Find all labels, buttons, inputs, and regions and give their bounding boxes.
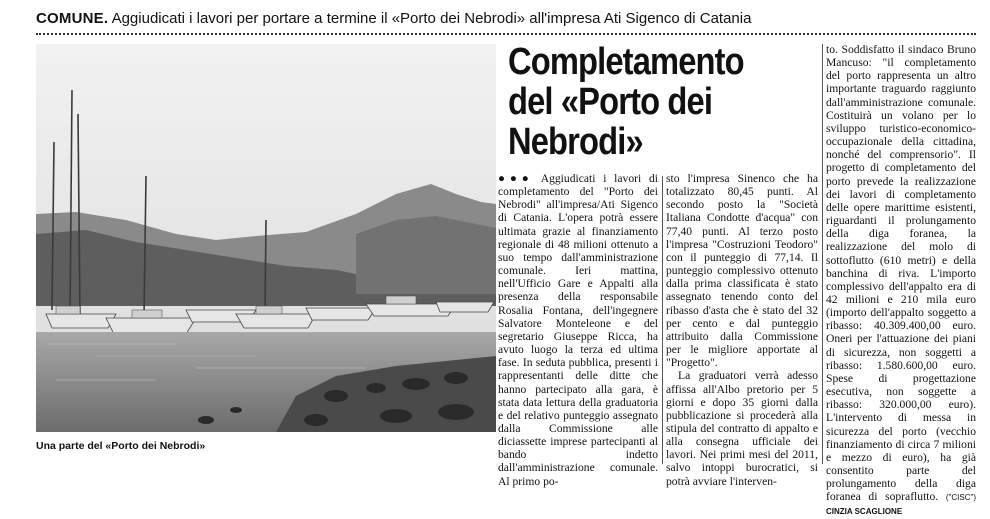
kicker-text: Aggiudicati i lavori per portare a termine il «Porto dei Nebrodi» all'impresa Ati Sigenco di Catania — [111, 10, 752, 27]
column-3-text: to. Soddisfatto il sindaco Bruno Mancuso: "il completamento del porto rappresenta un altro importante traguardo raggiunto dall'amministrazione comunale. Costituirà un volano per lo sviluppo turistico-economico-occupazionale della cittadina, nonché del comprensorio". Il progetto di completamento del porto prevede la realizzazione dei lavori di completamento delle opere marittime esistenti, riguardanti il prolungamento della diga foranea, la realizzazione del molo di sottoflutto (610 metri) e della banchina di riva. L'importo complessivo dell'appalto era di 42 milioni e 210 mila euro (importo dell'appalto soggetto a ribasso: 40.309.400,00 euro. Oneri per l'attuazione dei piani di sicurezza, non soggetti a ribasso: 1.580.600,00 euro. Spese di progettazione esecutiva, non soggette a ribasso: 320.000,00 euro). L'intervento di messa in sicurezza del porto (vecchio finanziamento di circa 7 milioni e mezzo di euro), ha già consentito parte del prolungamento della diga foranea di sopraflutto. — [826, 43, 976, 504]
column-1-text: Aggiudicati i lavori di completamento del "Porto dei Nebrodi" all'impresa/Ati Sigenco di Catania. L'opera potrà essere ultimata grazie al finanziamento regionale di 48 milioni ottenuto a suo tempo dall'amministrazione comunale. Ieri mattina, nell'Ufficio Gare e Appalti alla presenza della responsabile Rosalia Fontana, dell'ingegnere Salvatore Monteleone e del segretario Giuseppe Ricca, ha avuto luogo la terza ed ultima fase. In seduta pubblica, presenti i rappresentanti delle ditte che hanno partecipato alla gara, è stata data lettura della graduatoria e del relativo punteggio assegnato dalla Commissione alle diciassette imprese partecipanti al bando indetto dall'amministrazione comunale. Al primo po- — [498, 172, 659, 488]
byline-author: CINZIA SCAGLIONE — [826, 507, 903, 517]
lead-bullets: ●●● — [498, 172, 534, 185]
harbor-photo — [36, 44, 496, 432]
column-2-paragraph-2: La graduatori verrà adesso affissa all'Albo pretorio per 5 giorni e dopo 35 giorni dalla pubblicazione si procederà alla stipula del contratto di appalto e alla consegna ufficiale dei lavori. Nei primi mesi del 2011, salvo intoppi burocratici, si potrà avviare l'interven- — [666, 369, 818, 488]
article-column-3 — [826, 43, 976, 519]
kicker-line — [36, 8, 976, 30]
byline-initials: ("CISC") — [945, 493, 976, 503]
section-label: COMUNE. — [36, 10, 109, 27]
column-divider — [822, 44, 823, 464]
photo-caption: Una parte del «Porto dei Nebrodi» — [36, 440, 206, 452]
column-divider — [662, 176, 663, 464]
column-2-paragraph-1: sto l'impresa Sinenco che ha totalizzato 80,45 punti. Al secondo posto la "Società Italiana Condotte d'acqua" con 77,40 punti. Al terzo posto l'impresa "Costruzioni Teodoro" con il punteggio di 77,14. Il punteggio complessivo ottenuto dalla prima classificata è stato assegnato tenendo conto del ribasso d'asta che è stato del 32 per cento e dal punteggio attribuito dalla Commissione per le migliore apportate al "Progetto". — [666, 172, 818, 370]
article-column-2 — [666, 172, 818, 488]
article-column-1 — [498, 172, 658, 488]
kicker-divider — [36, 33, 976, 35]
article-headline: Completamento del «Porto dei Nebrodi» — [508, 41, 744, 163]
